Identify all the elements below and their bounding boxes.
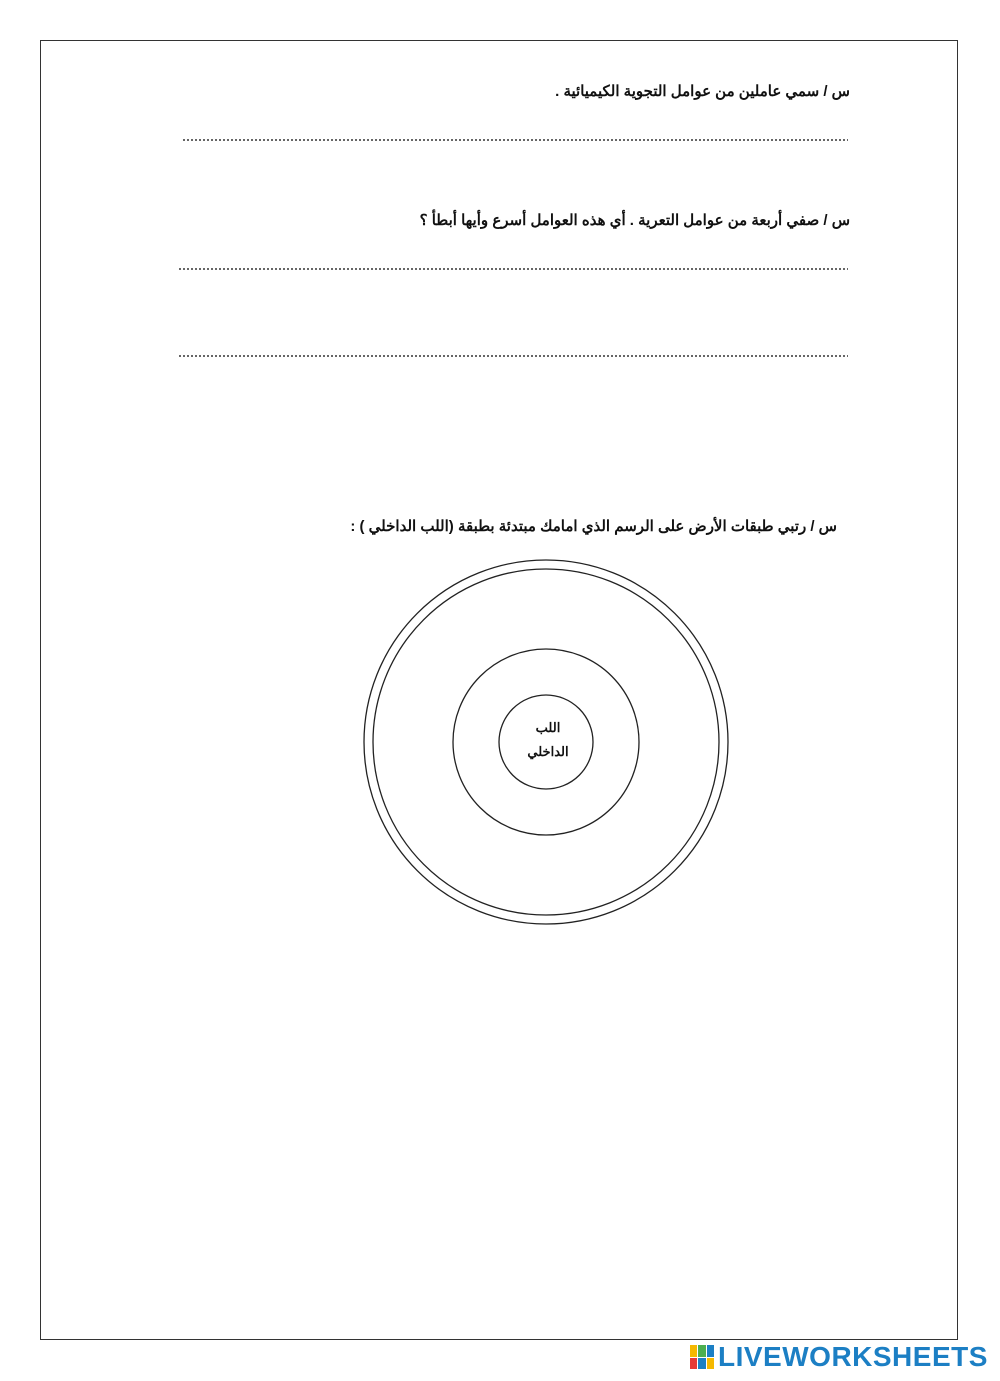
answer-line-2[interactable] bbox=[178, 268, 848, 270]
earth-layers-diagram bbox=[360, 555, 740, 940]
inner-core-label-line2: الداخلي bbox=[527, 744, 569, 759]
inner-core-label-line1: اللب bbox=[535, 720, 561, 735]
outer-core-circle bbox=[453, 649, 639, 835]
answer-line-1[interactable] bbox=[182, 139, 848, 141]
answer-line-3[interactable] bbox=[178, 355, 848, 357]
question-3: س / رتبي طبقات الأرض على الرسم الذي امامك مبتدئة بطبقة (اللب الداخلي ) : bbox=[350, 518, 837, 535]
question-2: س / صفي أربعة من عوامل التعرية . أي هذه العوامل أسرع وأيها أبطأ ؟ bbox=[419, 212, 850, 229]
brand-name: LIVEWORKSHEETS bbox=[718, 1341, 988, 1372]
liveworksheets-logo-icon bbox=[690, 1345, 714, 1369]
brand-logo bbox=[690, 1342, 988, 1372]
inner-core-circle bbox=[499, 695, 593, 789]
crust-outer-circle bbox=[364, 560, 728, 924]
question-1: س / سمي عاملين من عوامل التجوية الكيميائية . bbox=[555, 83, 850, 100]
crust-inner-circle bbox=[373, 569, 719, 915]
